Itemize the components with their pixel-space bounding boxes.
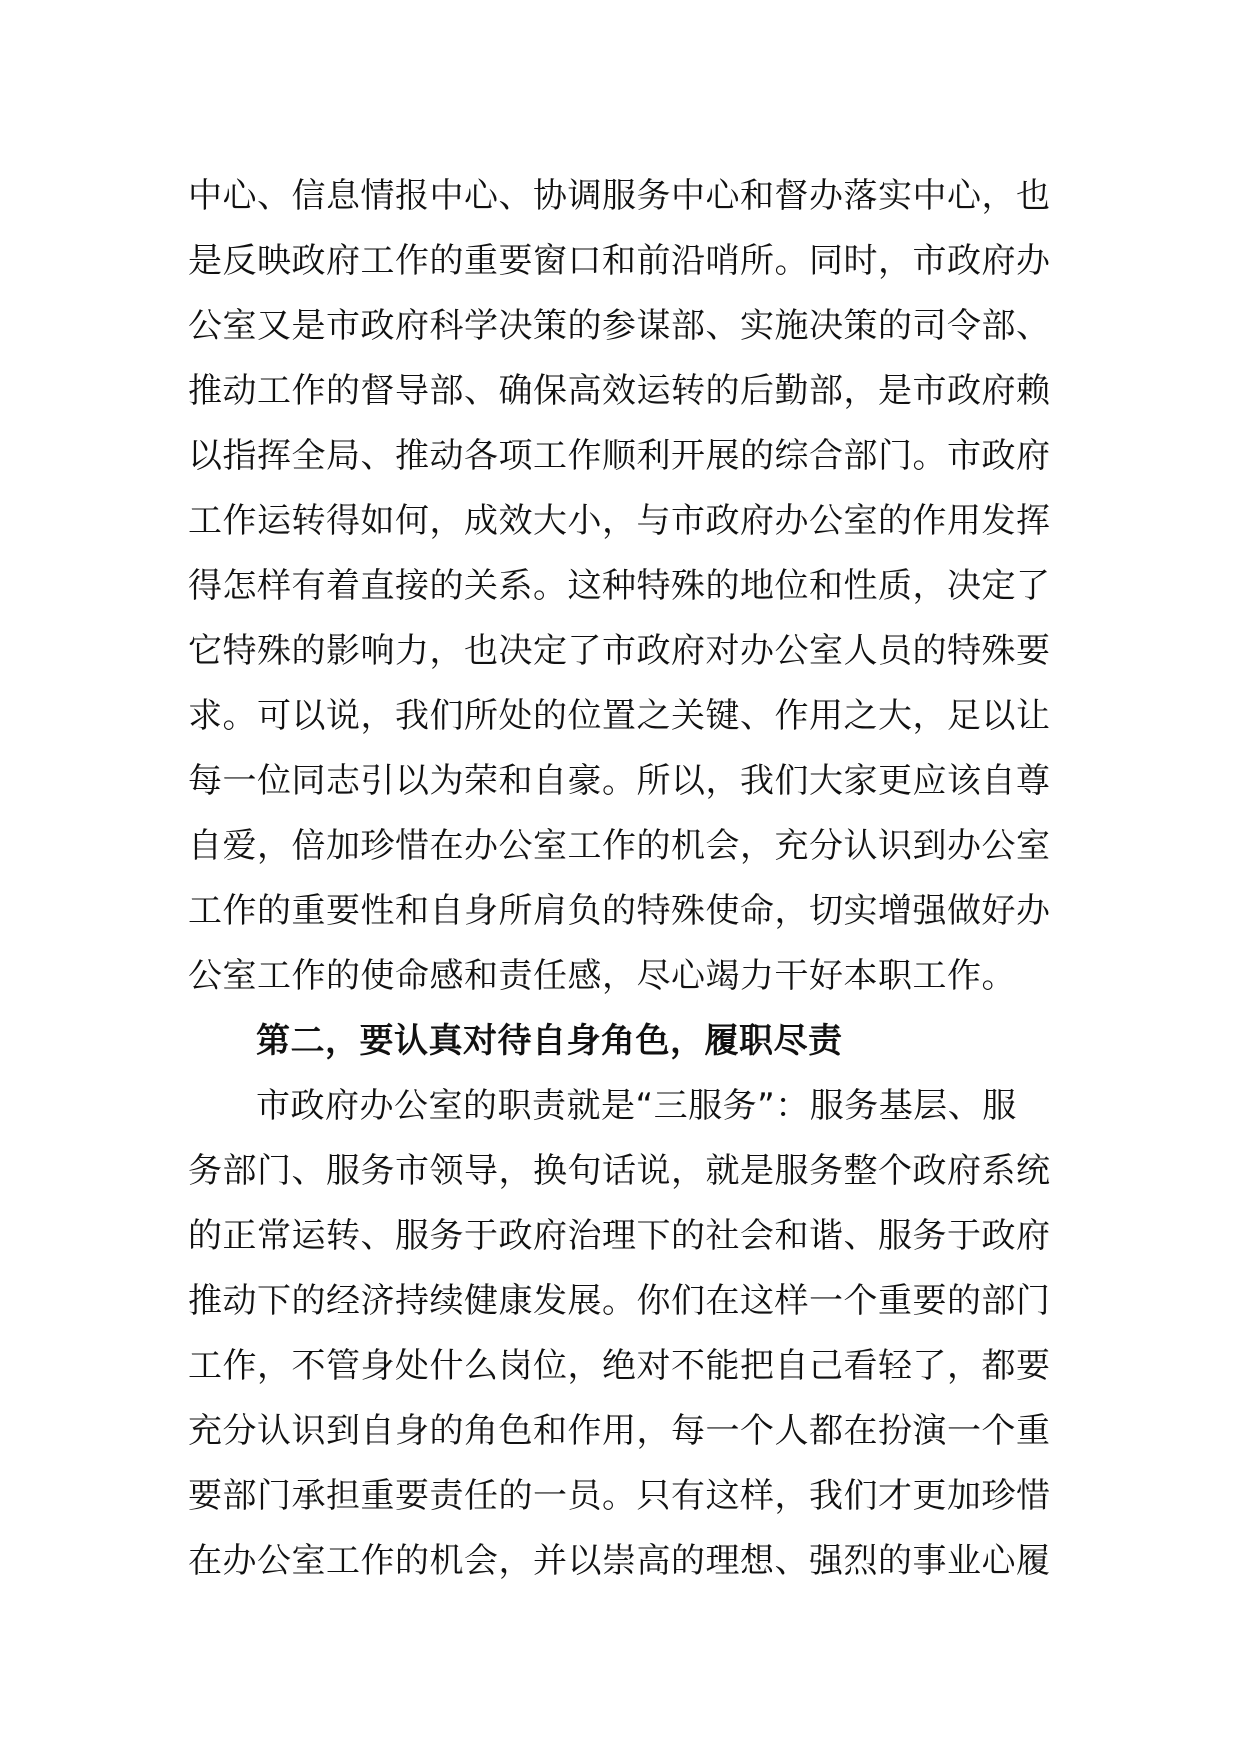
document-body [188,164,1068,1594]
paragraph-1-line: 它特殊的影响力，也决定了市政府对办公室人员的特殊要 [188,631,1051,671]
paragraph-1-line: 得怎样有着直接的关系。这种特殊的地位和性质，决定了 [188,566,1051,606]
section-heading: 第二，要认真对待自身角色，履职尽责 [256,1021,843,1061]
paragraph-2-line: 务部门、服务市领导，换句话说，就是服务整个政府系统 [188,1151,1051,1191]
paragraph-1-line: 每一位同志引以为荣和自豪。所以，我们大家更应该自尊 [188,761,1051,801]
paragraph-1-line: 公室工作的使命感和责任感，尽心竭力干好本职工作。 [188,956,1016,996]
paragraph-1 [188,164,1068,1009]
paragraph-1-line: 推动工作的督导部、确保高效运转的后勤部，是市政府赖 [188,371,1051,411]
paragraph-2-line: 市政府办公室的职责就是“三服务”：服务基层、服 [256,1086,1017,1126]
paragraph-2-line: 在办公室工作的机会，并以崇高的理想、强烈的事业心履 [188,1541,1051,1581]
paragraph-2 [188,1074,1068,1594]
paragraph-2-line: 要部门承担重要责任的一员。只有这样，我们才更加珍惜 [188,1476,1051,1516]
paragraph-1-line: 工作的重要性和自身所肩负的特殊使命，切实增强做好办 [188,891,1051,931]
paragraph-1-line: 工作运转得如何，成效大小，与市政府办公室的作用发挥 [188,501,1051,541]
paragraph-1-line: 中心、信息情报中心、协调服务中心和督办落实中心，也 [188,176,1051,216]
paragraph-2-line: 充分认识到自身的角色和作用，每一个人都在扮演一个重 [188,1411,1051,1451]
paragraph-1-line: 是反映政府工作的重要窗口和前沿哨所。同时，市政府办 [188,241,1051,281]
paragraph-1-line: 自爱，倍加珍惜在办公室工作的机会，充分认识到办公室 [188,826,1051,866]
paragraph-1-line: 公室又是市政府科学决策的参谋部、实施决策的司令部、 [188,306,1051,346]
paragraph-1-line: 以指挥全局、推动各项工作顺利开展的综合部门。市政府 [188,436,1051,476]
paragraph-1-line: 求。可以说，我们所处的位置之关键、作用之大，足以让 [188,696,1051,736]
paragraph-2-line: 推动下的经济持续健康发展。你们在这样一个重要的部门 [188,1281,1051,1321]
paragraph-2-line: 工作，不管身处什么岗位，绝对不能把自己看轻了，都要 [188,1346,1051,1386]
paragraph-2-line: 的正常运转、服务于政府治理下的社会和谐、服务于政府 [188,1216,1051,1256]
